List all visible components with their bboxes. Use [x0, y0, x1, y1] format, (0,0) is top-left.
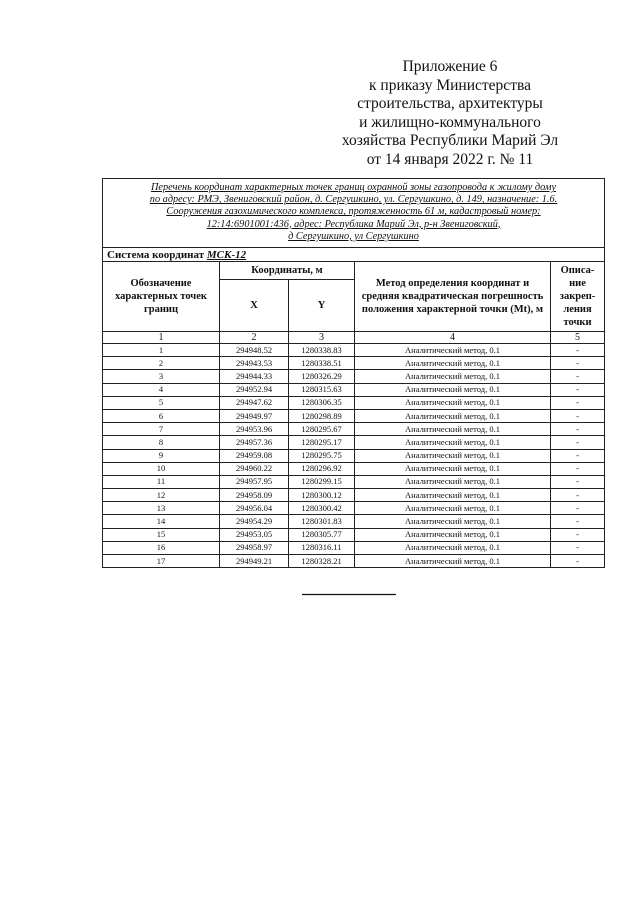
- y-coordinate-cell: 1280295.17: [289, 436, 355, 449]
- coordinate-system-label: Система координат: [107, 248, 205, 261]
- point-number-cell: 7: [103, 423, 220, 436]
- header-line: хозяйства Республики Марий Эл: [341, 132, 559, 150]
- x-coordinate-cell: 294953.96: [220, 423, 289, 436]
- column-number: 1: [103, 332, 220, 344]
- col-header-point: Обозначение характерных точек границ: [103, 262, 220, 332]
- x-coordinate-cell: 294953.05: [220, 528, 289, 541]
- y-coordinate-cell: 1280301.83: [289, 515, 355, 528]
- description-cell: -: [551, 344, 605, 357]
- header-line: строительства, архитектуры: [357, 95, 543, 113]
- point-number-cell: 15: [103, 528, 220, 541]
- description-cell: -: [551, 449, 605, 462]
- x-coordinate-cell: 294954.29: [220, 515, 289, 528]
- y-coordinate-cell: 1280296.92: [289, 462, 355, 475]
- y-coordinate-cell: 1280295.67: [289, 423, 355, 436]
- column-number: 5: [551, 332, 605, 344]
- coordinate-system-name: МСК-12: [206, 248, 247, 261]
- point-number-cell: 11: [103, 475, 220, 488]
- desc-line: ления: [563, 304, 592, 316]
- column-number: 4: [355, 332, 551, 344]
- column-number: 3: [289, 332, 355, 344]
- point-number-cell: 16: [103, 541, 220, 554]
- caption-line: по адресу: РМЭ, Звениговский район, д. Сергушкино, ул. Сергушкино, д. 149, назначение: 1.6.: [149, 194, 558, 206]
- method-cell: Аналитический метод, 0.1: [355, 489, 551, 502]
- y-coordinate-cell: 1280338.83: [289, 344, 355, 357]
- description-cell: -: [551, 502, 605, 515]
- method-cell: Аналитический метод, 0.1: [355, 541, 551, 554]
- point-number-cell: 17: [103, 555, 220, 568]
- point-number-cell: 10: [103, 462, 220, 475]
- x-coordinate-cell: 294949.21: [220, 555, 289, 568]
- y-coordinate-cell: 1280316.11: [289, 541, 355, 554]
- description-cell: -: [551, 541, 605, 554]
- x-coordinate-cell: 294947.62: [220, 396, 289, 409]
- point-number-cell: 4: [103, 383, 220, 396]
- desc-line: Описа-: [560, 265, 595, 277]
- caption-line: 12:14:6901001:436, адрес: Республика Марий Эл, р-н Звениговский,: [206, 218, 501, 230]
- description-cell: -: [551, 383, 605, 396]
- method-cell: Аналитический метод, 0.1: [355, 515, 551, 528]
- column-number: 2: [220, 332, 289, 344]
- y-coordinate-cell: 1280300.12: [289, 489, 355, 502]
- header-line: к приказу Министерства: [369, 76, 531, 94]
- caption-line: Перечень координат характерных точек границ охранной зоны газопровода к жилому дому: [150, 182, 557, 193]
- method-cell: Аналитический метод, 0.1: [355, 449, 551, 462]
- y-coordinate-cell: 1280315.63: [289, 383, 355, 396]
- desc-line: точки: [563, 317, 592, 329]
- point-number-cell: 9: [103, 449, 220, 462]
- description-cell: -: [551, 528, 605, 541]
- description-cell: -: [551, 462, 605, 475]
- x-coordinate-cell: 294957.95: [220, 475, 289, 488]
- description-cell: -: [551, 409, 605, 422]
- method-cell: Аналитический метод, 0.1: [355, 409, 551, 422]
- caption-line: д Сергушкино, ул Сергушкино: [288, 230, 419, 242]
- x-coordinate-cell: 294958.97: [220, 541, 289, 554]
- point-number-cell: 8: [103, 436, 220, 449]
- y-coordinate-cell: 1280295.75: [289, 449, 355, 462]
- method-cell: Аналитический метод, 0.1: [355, 555, 551, 568]
- point-number-cell: 3: [103, 370, 220, 383]
- x-coordinate-cell: 294948.52: [220, 344, 289, 357]
- description-cell: -: [551, 423, 605, 436]
- x-coordinate-cell: 294959.08: [220, 449, 289, 462]
- method-cell: Аналитический метод, 0.1: [355, 528, 551, 541]
- x-coordinate-cell: 294949.97: [220, 409, 289, 422]
- method-cell: Аналитический метод, 0.1: [355, 423, 551, 436]
- col-header-x: X: [220, 280, 289, 332]
- y-coordinate-cell: 1280298.89: [289, 409, 355, 422]
- description-cell: -: [551, 396, 605, 409]
- method-cell: Аналитический метод, 0.1: [355, 462, 551, 475]
- x-coordinate-cell: 294960.22: [220, 462, 289, 475]
- point-number-cell: 1: [103, 344, 220, 357]
- description-cell: -: [551, 436, 605, 449]
- x-coordinate-cell: 294952.94: [220, 383, 289, 396]
- point-number-cell: 13: [103, 502, 220, 515]
- point-number-cell: 5: [103, 396, 220, 409]
- x-coordinate-cell: 294957.36: [220, 436, 289, 449]
- description-cell: -: [551, 370, 605, 383]
- method-cell: Аналитический метод, 0.1: [355, 396, 551, 409]
- method-cell: Аналитический метод, 0.1: [355, 502, 551, 515]
- method-cell: Аналитический метод, 0.1: [355, 370, 551, 383]
- method-cell: Аналитический метод, 0.1: [355, 436, 551, 449]
- point-number-cell: 14: [103, 515, 220, 528]
- point-number-cell: 12: [103, 489, 220, 502]
- description-cell: -: [551, 357, 605, 370]
- method-cell: Аналитический метод, 0.1: [355, 383, 551, 396]
- x-coordinate-cell: 294944.33: [220, 370, 289, 383]
- y-coordinate-cell: 1280306.35: [289, 396, 355, 409]
- description-cell: -: [551, 515, 605, 528]
- col-header-y: Y: [289, 280, 355, 332]
- header-line: Приложение 6: [402, 58, 498, 75]
- description-cell: -: [551, 555, 605, 568]
- y-coordinate-cell: 1280305.77: [289, 528, 355, 541]
- header-line: от 14 января 2022 г. № 11: [366, 150, 534, 168]
- desc-line: ние: [569, 278, 586, 290]
- point-number-cell: 6: [103, 409, 220, 422]
- y-coordinate-cell: 1280300.42: [289, 502, 355, 515]
- desc-line: закреп-: [559, 291, 596, 303]
- col-header-method: Метод определения координат и средняя квадратическая погрешность положения характерной точки (Mt), м: [355, 262, 551, 332]
- method-cell: Аналитический метод, 0.1: [355, 475, 551, 488]
- x-coordinate-cell: 294958.09: [220, 489, 289, 502]
- y-coordinate-cell: 1280299.15: [289, 475, 355, 488]
- description-cell: -: [551, 489, 605, 502]
- description-cell: -: [551, 475, 605, 488]
- col-header-coords: Координаты, м: [220, 262, 355, 280]
- y-coordinate-cell: 1280328.21: [289, 555, 355, 568]
- caption-line: Сооружения газохимического комплекса, протяженность 61 м, кадастровый номер:: [166, 206, 541, 218]
- point-number-cell: 2: [103, 357, 220, 370]
- header-line: и жилищно-коммунального: [359, 113, 541, 131]
- y-coordinate-cell: 1280326.29: [289, 370, 355, 383]
- method-cell: Аналитический метод, 0.1: [355, 344, 551, 357]
- method-cell: Аналитический метод, 0.1: [355, 357, 551, 370]
- x-coordinate-cell: 294943.53: [220, 357, 289, 370]
- x-coordinate-cell: 294956.04: [220, 502, 289, 515]
- y-coordinate-cell: 1280338.51: [289, 357, 355, 370]
